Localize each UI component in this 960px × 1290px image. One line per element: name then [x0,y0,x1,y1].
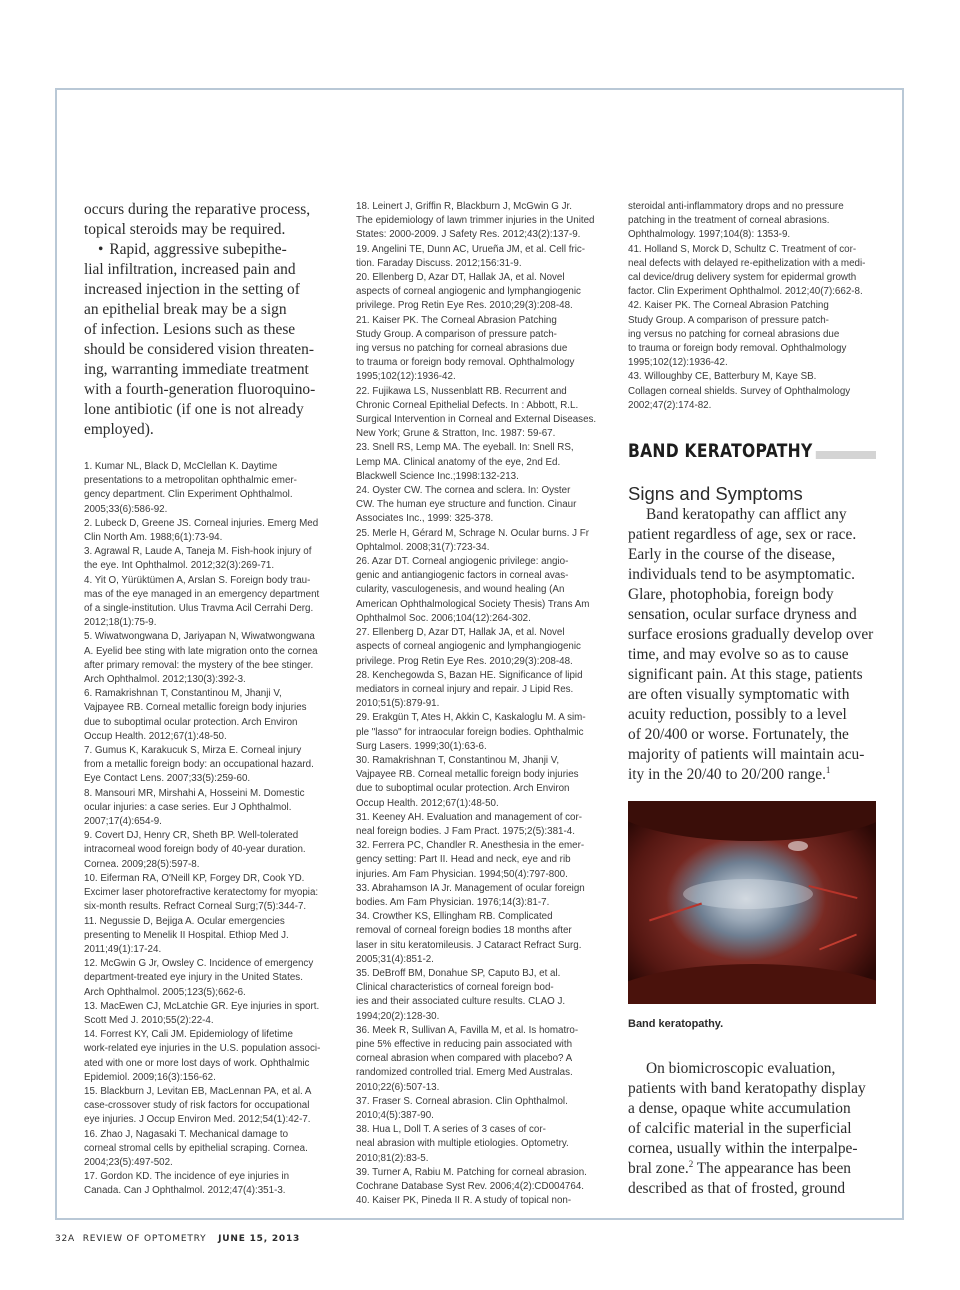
reference-line: 1994;20(2):128-30. [356,1010,440,1022]
reference-line: privilege. Prog Retin Eye Res. 2010;29(3):208-48. [356,300,573,312]
text-line: Early in the course of the disease, [628,546,836,564]
text-line: an epithelial break may be a sign [84,301,287,318]
reference-line: 18. Leinert J, Griffin R, Blackburn J, McGwin G Jr. [356,201,572,212]
section-heading [628,439,878,465]
column-1 [84,200,332,1199]
text-line: with a fourth-generation fluoroquino- [84,381,316,398]
reference-line: cal device/drug delivery system for epidermal growth [628,272,857,284]
calcific-band [683,879,813,909]
reference-line: Clin North Am. 1988;6(1):73-94. [84,532,223,544]
text-line: described as that of frosted, ground [628,1180,846,1198]
text-line: On biomicroscopic evaluation, [646,1060,836,1078]
reference-line: Occup Health. 2012;67(1):48-50. [356,797,499,809]
reference-line: 2010;81(2):83-5. [356,1152,429,1164]
reference-line: Ophtalmol. 2008;31(7):723-34. [356,541,490,553]
reference-line: 42. Kaiser PK. The Corneal Abrasion Patching [628,300,829,312]
reference-line: gency setting: Part II. Head and neck, eye and rib [356,854,571,866]
page-footer [55,1234,300,1244]
reference-line: 5. Wiwatwongwana D, Jariyapan N, Wiwatwongwana [84,631,315,643]
text-line [628,1159,878,1179]
reference-line: 10. Eiferman RA, O'Neill KP, Forgey DR, Cook YD. [84,872,305,884]
reference-line: the eye. Int Ophthalmol. 2012;32(3):269-71. [84,560,275,572]
reference-line: steroidal anti-inflammatory drops and no pressure [628,201,844,212]
reference-line: 2005;33(6):586-92. [84,503,168,515]
reference-line: presentations to a metropolitan ophthalmic emer- [84,475,297,487]
text-line: topical steroids may be required. [84,221,286,238]
reference-line: 1995;102(12):1936-42. [628,357,728,369]
reference-line: 38. Hua L, Doll T. A series of 3 cases of cor- [356,1124,546,1136]
reference-line: 2010;4(5):387-90. [356,1110,434,1121]
reference-line: 27. Ellenberg D, Azar DT, Hallak JA, et al. Novel [356,627,565,639]
reference-line: 22. Fujikawa LS, Nussenblatt RB. Recurrent and [356,385,567,397]
reference-line: Vajpayee RB. Corneal metallic foreign body injuries [84,702,307,714]
reference-line: case-crossover study of risk factors for occupational [84,1100,310,1112]
reference-line: Canada. Can J Ophthalmol. 2012;47(4):351-3. [84,1185,286,1197]
reference-line: laser in situ keratomileusis. J Cataract Refract Surg. [356,939,582,951]
issue-date: JUNE 15, 2013 [218,1234,301,1244]
reference-line: 24. Oyster CW. The cornea and sclera. In: Oyster [356,485,571,497]
reference-line: 13. MacEwen CJ, McLatchie GR. Eye injuries in sport. [84,1000,320,1012]
reference-line: 31. Keeney AH. Evaluation and management of cor- [356,811,583,823]
text-line: significant pain. At this stage, patients [628,666,863,684]
reference-line: Occup Health. 2012;67(1):48-50. [84,730,227,742]
reference-list [84,460,332,1199]
text-line: acuity reduction, possibly to a level [628,706,847,724]
text-line: Glare, photophobia, foreign body [628,586,834,604]
reference-line: neal defects with delayed re-epithelization with a medi- [628,257,866,269]
reference-line: 2007;17(4):654-9. [84,816,162,828]
reference-line: 2. Lubeck D, Greene JS. Corneal injuries. Emerg Med [84,517,319,529]
reference-line: Vajpayee RB. Corneal metallic foreign body injuries [356,769,579,781]
reference-line: ocular injuries: a case series. Eur J Ophthalmol. [84,801,292,813]
reference-line: Clinical characteristics of corneal foreign bod- [356,982,554,994]
blood-vessel [809,885,858,899]
body-paragraph [628,1059,878,1199]
text-line: should be considered vision threaten- [84,341,314,358]
text-line: surface erosions gradually develop over [628,626,874,644]
bullet-icon: • [98,241,104,258]
text-span: The appearance has been [693,1160,851,1178]
reference-list [628,200,878,413]
reference-line: ies and their associated culture results. CLAO J. [356,996,566,1008]
reference-line: 23. Snell RS, Lemp MA. The eyeball. In: Snell RS, [356,442,574,454]
reference-line: Study Group. A comparison of pressure patch- [356,328,557,340]
reference-line: Eye Contact Lens. 2007;33(5):259-60. [84,773,251,785]
reference-line: gency department. Clin Experiment Ophthalmol. [84,489,293,501]
reference-line: States: 2000-2009. J Safety Res. 2012;43(2):137-9. [356,229,581,241]
reference-line: 9. Covert DJ, Henry CR, Sheth BP. Well-tolerated [84,830,299,842]
text-line: individuals tend to be asymptomatic. [628,566,855,584]
reference-line: New York; Grune & Stratton, Inc. 1987: 59-67. [356,428,556,440]
reference-line: 30. Ramakrishnan T, Constantinou M, Jhanji V, [356,754,560,766]
lower-eyelid [628,964,876,1004]
reference-line: mediators in corneal injury and repair. J Lipid Res. [356,683,574,695]
reference-line: Cochrane Database Syst Rev. 2006;4(2):CD004764. [356,1181,584,1193]
reference-line: corneal abrasion when compared with placebo? A [356,1053,573,1065]
reference-line: 25. Merle H, Gérard M, Schrage N. Ocular burns. J Fr [356,527,590,539]
text-line: patients with band keratopathy display [628,1080,866,1098]
reference-line: factor. Clin Experiment Ophthalmol. 2012;40(7):662-8. [628,286,863,298]
text-line: Rapid, aggressive subepithe- [109,241,287,258]
light-reflex [788,841,808,851]
reference-line: Lemp MA. Clinical anatomy of the eye, 2nd Ed. [356,456,561,468]
body-text-continued [84,200,332,440]
text-span: bral zone. [628,1160,689,1178]
reference-line: CW. The human eye structure and function. Cinaur [356,499,577,511]
reference-line: bodies. Am Fam Physician. 1976;14(3):81-7. [356,896,550,908]
reference-line: 39. Turner A, Rabiu M. Patching for corneal abrasion. [356,1166,587,1178]
reference-line: 2005;31(4):851-2. [356,953,434,965]
reference-line: The epidemiology of lawn trimmer injuries in the United [356,215,595,227]
reference-line: 2002;47(2):174-82. [628,399,712,411]
reference-line: work-related eye injuries in the U.S. population associ- [84,1043,321,1055]
reference-line: Surg Lasers. 1999;30(1):63-6. [356,740,487,752]
blood-vessel [649,903,702,922]
reference-line: 28. Kenchegowda S, Bazan HE. Significance of lipid [356,669,583,681]
reference-line: 8. Mansouri MR, Mirshahi A, Hosseini M. Domestic [84,787,305,799]
reference-line: tion. Faraday Discuss. 2012;156:31-9. [356,257,522,269]
column-2 [356,200,606,1208]
text-line: employed). [84,421,154,438]
reference-line: ing versus no patching for corneal abrasions due [356,343,568,355]
upper-eyelid [628,801,876,841]
text-line: sensation, ocular surface dryness and [628,606,857,624]
reference-line: 26. Azar DT. Corneal angiogenic privilege: angio- [356,556,569,568]
reference-line: 14. Forrest KY, Cali JM. Epidemiology of lifetime [84,1029,293,1041]
text-span: ity in the 20/40 to 20/200 range. [628,766,826,784]
reference-line: Arch Ophthalmol. 2012;130(3):392-3. [84,674,246,686]
reference-line: 15. Blackburn J, Levitan EB, MacLennan PA, et al. A [84,1085,312,1097]
reference-line: 40. Kaiser PK, Pineda II R. A study of topical non- [356,1195,572,1207]
reference-line: privilege. Prog Retin Eye Res. 2010;29(3):208-48. [356,655,573,667]
reference-line: 17. Gordon KD. The incidence of eye injuries in [84,1171,290,1183]
reference-line: due to suboptimal ocular protection. Arch Environ [84,716,298,728]
reference-line: 2004;23(5):497-502. [84,1156,173,1168]
reference-line: 29. Erakgün T, Ates H, Akkin C, Kaskaloglu M. A sim- [356,712,586,724]
reference-line: presenting to Menelik II Hospital. Ethiop Med J. [84,929,289,941]
reference-line: Cornea. 2009;28(5):597-8. [84,858,200,870]
subheading: Signs and Symptoms [628,483,803,505]
reference-line: 41. Holland S, Morck D, Schultz C. Treatment of cor- [628,243,857,255]
reference-line: after primary removal: the mystery of the bee stinger. [84,659,314,671]
reference-line: 1. Kumar NL, Black D, McClellan K. Daytime [84,461,278,472]
figure-caption: Band keratopathy. [628,1018,724,1031]
reference-line: 37. Fraser S. Corneal abrasion. Clin Ophthalmol. [356,1095,568,1107]
reference-line: 21. Kaiser PK. The Corneal Abrasion Patching [356,314,557,326]
reference-line: Associates Inc., 1999: 325-378. [356,513,494,525]
reference-line: 16. Zhao J, Nagasaki T. Mechanical damage to [84,1128,289,1140]
reference-line: Excimer laser photorefractive keratectomy for myopia: [84,887,319,899]
reference-line: 2010;51(5):879-91. [356,698,440,710]
reference-line: of a single-institution. Ulus Travma Acil Cerrahi Derg. [84,603,314,615]
reference-line: 11. Negussie D, Bejiga A. Ocular emergencies [84,915,285,927]
text-line: cornea, usually within the interpalpe- [628,1140,858,1158]
reference-line: 2011;49(1):17-24. [84,943,162,955]
reference-line: six-month results. Refract Corneal Surg;7(5):344-7. [84,901,307,913]
reference-line: mas of the eye managed in an emergency department [84,588,320,600]
text-line: of calcific material in the superficial [628,1120,852,1138]
reference-line: aspects of corneal angiogenic and lymphangiogenic [356,286,581,298]
text-line: majority of patients will maintain acu- [628,746,865,764]
reference-line: A. Eyelid bee sting with late migration onto the cornea [84,645,318,657]
reference-line: Epidemiol. 2009;16(3):156-62. [84,1071,216,1083]
reference-line: genic and antiangiogenic factors in corneal avas- [356,570,569,582]
reference-line: aspects of corneal angiogenic and lymphangiogenic [356,641,581,653]
bullet-paragraph [84,240,332,260]
reference-line: 3. Agrawal R, Laude A, Taneja M. Fish-hook injury of [84,546,312,558]
reference-line: patching in the treatment of corneal abrasions. [628,215,830,227]
reference-line: Chronic Corneal Epithelial Defects. In : Abbott, R.L. [356,399,579,411]
text-line: increased injection in the setting of [84,281,300,298]
text-line: ing, warranting immediate treatment [84,361,309,378]
reference-line: eye injuries. J Occup Environ Med. 2012;54(1):42-7. [84,1114,311,1126]
reference-line: 32. Ferrera PC, Chandler R. Anesthesia in the emer- [356,840,585,852]
text-line: Band keratopathy can afflict any [646,506,847,524]
text-line: lial infiltration, increased pain and [84,261,296,278]
text-line: patient regardless of age, sex or race. [628,526,857,544]
text-line: lone antibiotic (if one is not already [84,401,304,418]
reference-line: 34. Crowther KS, Ellingham RB. Complicated [356,911,553,923]
reference-line: to trauma or foreign body removal. Ophthalmology [628,343,847,355]
reference-line: 19. Angelini TE, Dunn AC, Urueña JM, et al. Cell fric- [356,243,586,255]
text-line: of 20/400 or worse. Fortunately, the [628,726,849,744]
reference-line: American Ophthalmological Society Thesis) Trans Am [356,598,590,610]
reference-line: Arch Ophthalmol. 2005;123(5);662-6. [84,986,246,998]
page-number: 32A [55,1234,76,1244]
text-line: time, and may evolve so as to cause [628,646,849,664]
reference-line: Collagen corneal shields. Survey of Ophthalmology [628,385,851,397]
reference-line: department-treated eye injury in the United States. [84,972,303,984]
text-line: a dense, opaque white accumulation [628,1100,851,1118]
reference-line: removal of corneal foreign bodies 18 months after [356,925,572,937]
reference-line: intracorneal wood foreign body of 40-year duration. [84,844,306,856]
section-title: BAND KERATOPATHY [628,439,816,463]
reference-line: due to suboptimal ocular protection. Arch Environ [356,783,570,795]
reference-line: from a metallic foreign body: an occupational hazard. [84,759,314,771]
text-line [628,765,878,785]
reference-line: 7. Gumus K, Karakucuk S, Mirza E. Corneal injury [84,745,302,757]
column-3 [628,200,878,1199]
reference-line: 35. DeBroff BM, Donahue SP, Caputo BJ, et al. [356,967,561,979]
journal-name: REVIEW OF OPTOMETRY [82,1234,207,1244]
reference-line: Blackwell Science Inc.;1998:132-213. [356,470,519,482]
reference-line: corneal stromal cells by epithelial scraping. Cornea. [84,1142,308,1154]
reference-line: 36. Meek R, Sullivan A, Favilla M, et al. Is homatro- [356,1024,579,1036]
reference-line: 43. Willoughby CE, Batterbury M, Kaye SB. [628,371,817,383]
reference-line: ple "lasso" for intraocular foreign bodies. Ophthalmic [356,726,584,738]
citation-superscript: 2 [688,1158,694,1169]
band-keratopathy-photo [628,801,876,1004]
reference-line: pine 5% effective in reducing pain associated with [356,1038,573,1050]
reference-line: 12. McGwin G Jr, Owsley C. Incidence of emergency [84,958,314,970]
body-paragraph [628,505,878,785]
reference-line: 33. Abrahamson IA Jr. Management of ocular foreign [356,882,585,894]
reference-line: ated with one or more lost days of work. Ophthalmic [84,1057,310,1069]
text-line: of infection. Lesions such as these [84,321,296,338]
reference-line: 2012;18(1):75-9. [84,617,157,629]
reference-line: Scott Med J. 2010;55(2):22-4. [84,1014,214,1026]
reference-list [356,200,606,1208]
reference-line: ing versus no patching for corneal abrasions due [628,328,840,340]
reference-line: 20. Ellenberg D, Azar DT, Hallak JA, et al. Novel [356,272,565,284]
reference-line: neal abrasion with multiple etiologies. Optometry. [356,1138,569,1150]
reference-line: Study Group. A comparison of pressure patch- [628,314,829,326]
reference-line: 4. Yit O, Yürüktümen A, Arslan S. Foreign body trau- [84,574,311,586]
citation-superscript: 1 [825,764,831,775]
reference-line: Ophthalmology. 1997;104(8): 1353-9. [628,229,791,241]
blood-vessel [819,934,857,951]
text-line: are often visually symptomatic with [628,686,850,704]
reference-line: Surgical Intervention in Corneal and External Diseases. [356,414,597,426]
reference-line: injuries. Am Fam Physician. 1994;50(4):797-800. [356,868,568,880]
reference-line: 6. Ramakrishnan T, Constantinou M, Jhanji V, [84,688,282,700]
reference-line: cularity, vasculogenesis, and wound healing (An [356,584,565,596]
reference-line: 1995;102(12):1936-42. [356,371,456,383]
reference-line: 2010;22(6):507-13. [356,1081,440,1093]
reference-line: to trauma or foreign body removal. Ophthalmology [356,357,575,369]
reference-line: Ophthalmol Soc. 2006;104(12):264-302. [356,612,531,624]
reference-line: randomized controlled trial. Emerg Med Australas. [356,1067,573,1079]
text-line: occurs during the reparative process, [84,201,311,218]
reference-line: neal foreign bodies. J Fam Pract. 1975;2(5):381-4. [356,825,575,837]
